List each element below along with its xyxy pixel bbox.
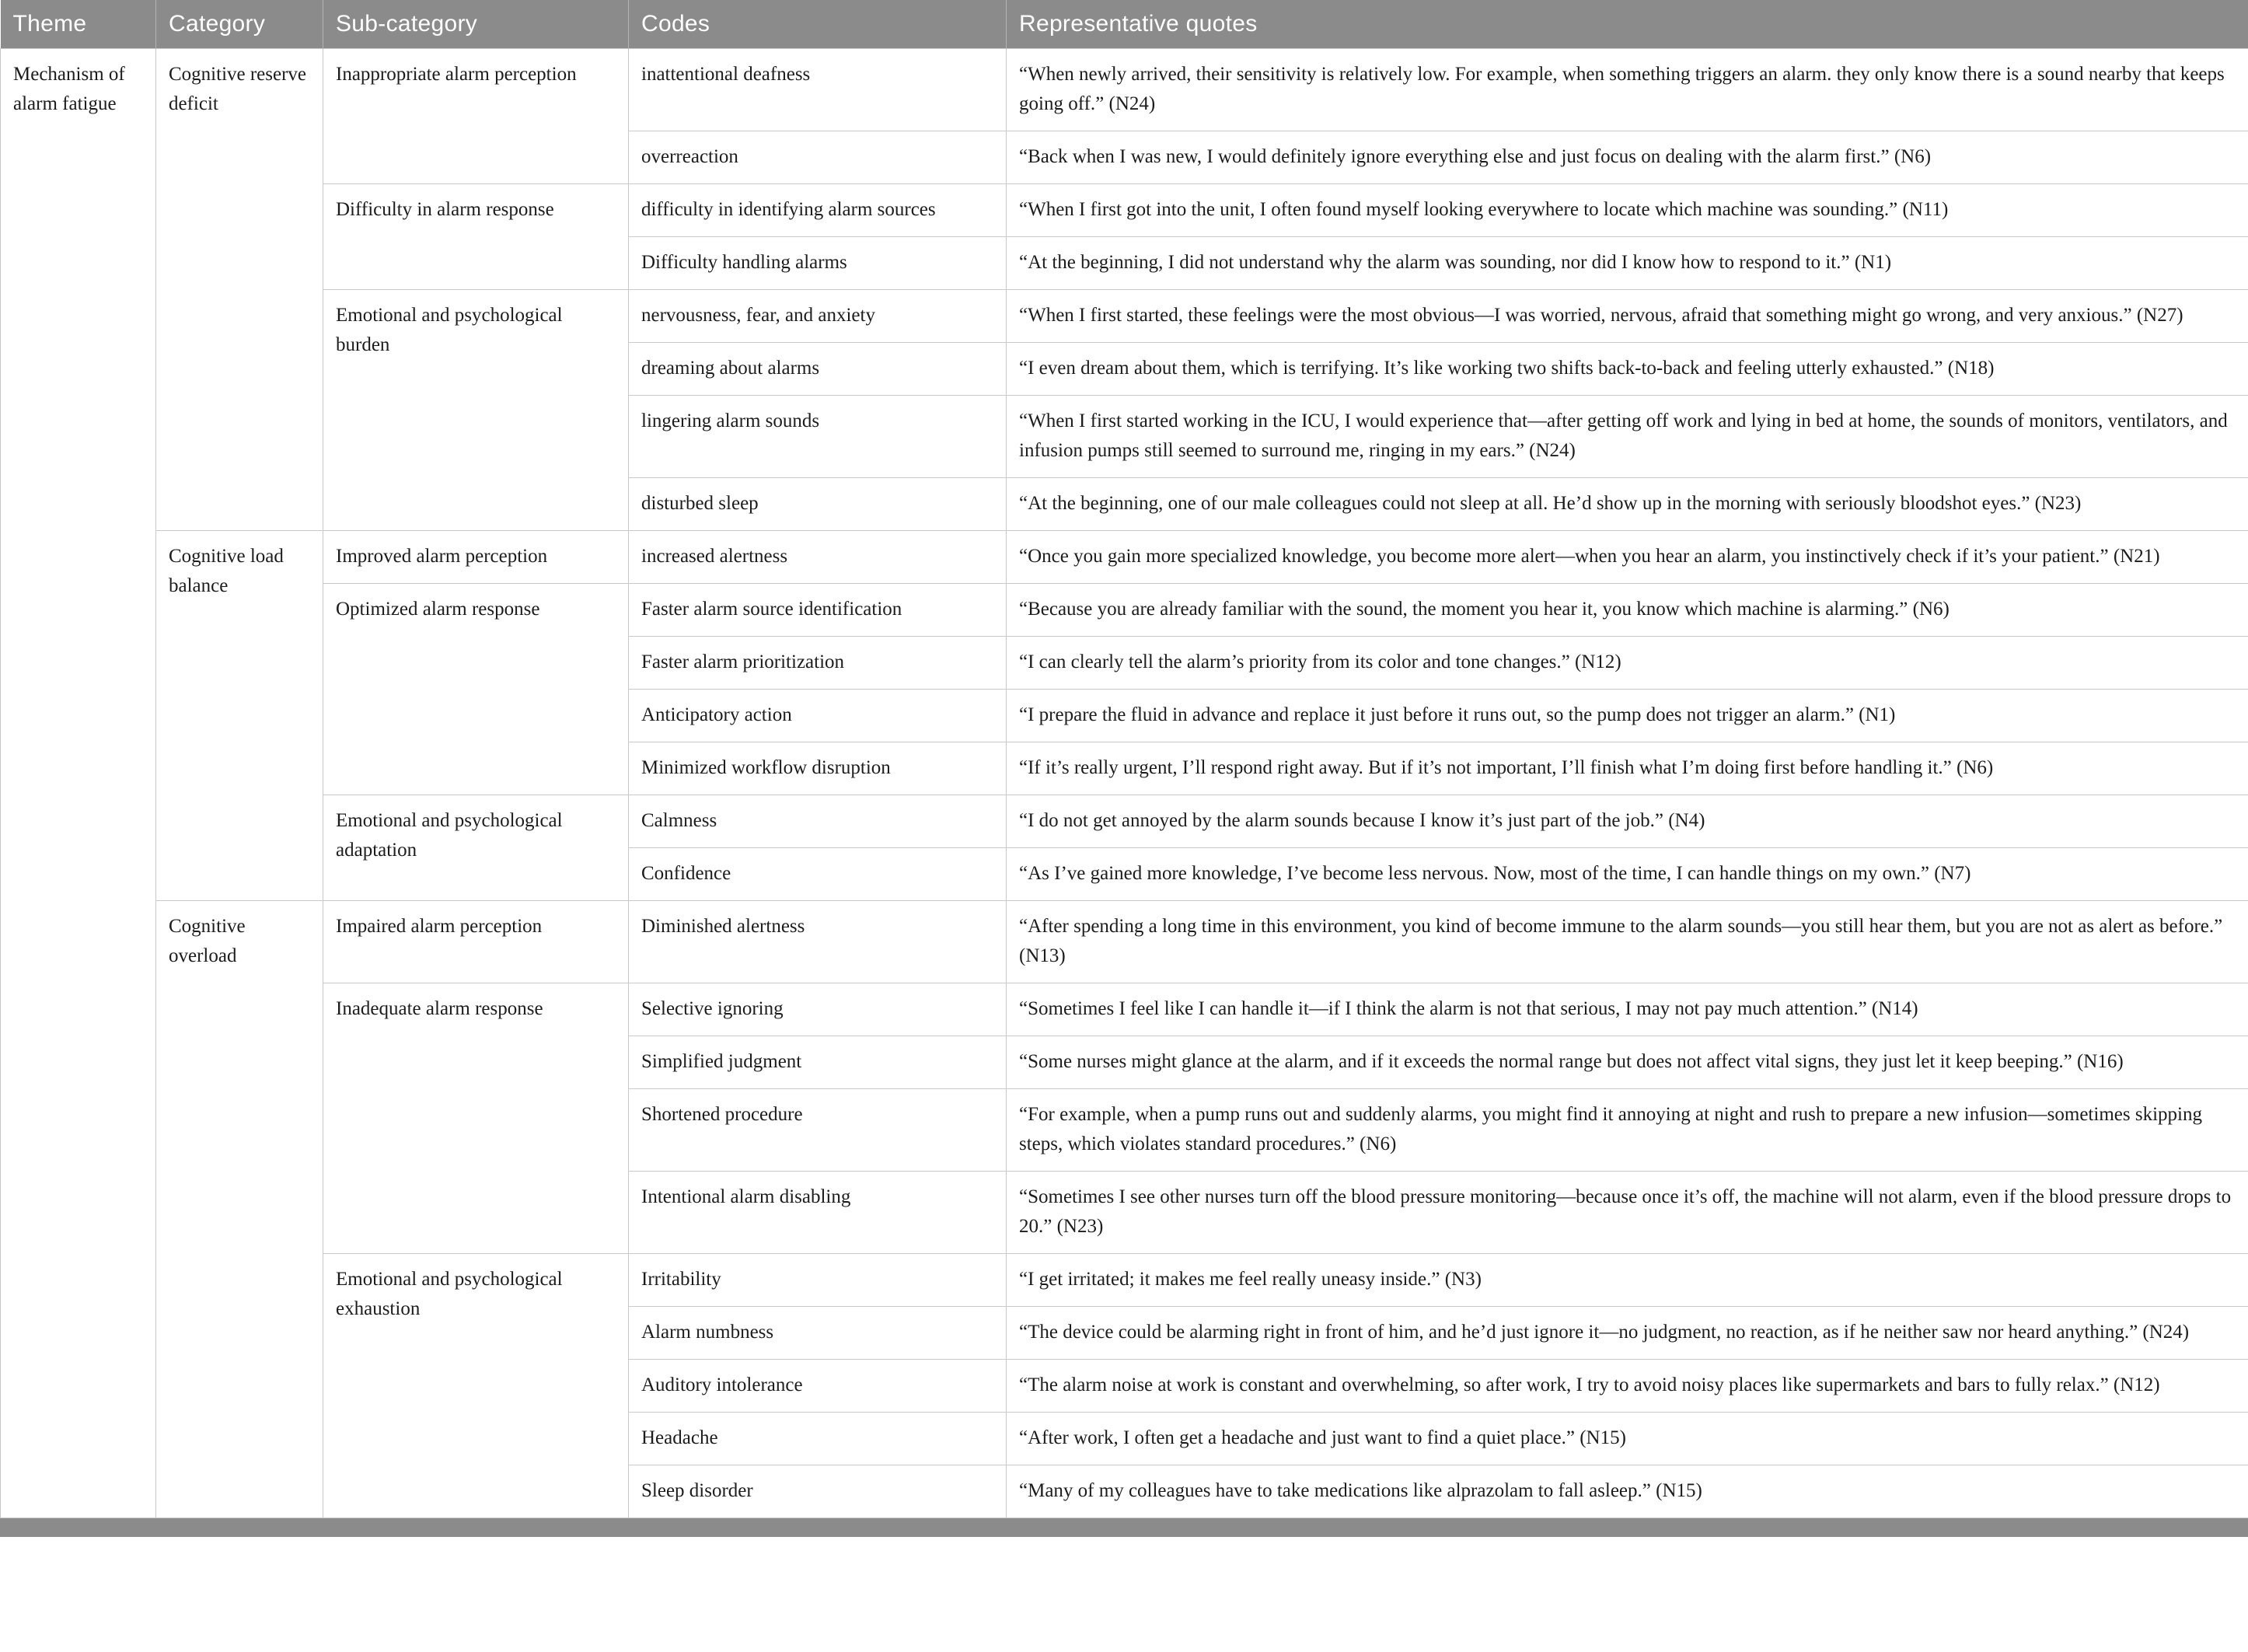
table-row (1, 901, 2248, 983)
quote-cell: “I get irritated; it makes me feel really uneasy inside.” (N3) (1007, 1254, 2248, 1307)
quote-cell: “The device could be alarming right in front of him, and he’d just ignore it—no judgment, no reaction, as if he neither saw nor heard anything.” (N24) (1007, 1307, 2248, 1360)
code-cell: Shortened procedure (629, 1089, 1007, 1172)
quote-cell: “I prepare the fluid in advance and replace it just before it runs out, so the pump does not trigger an alarm.” (N1) (1007, 690, 2248, 742)
quote-cell: “Sometimes I feel like I can handle it—if I think the alarm is not that serious, I may not pay much attention.” (N14) (1007, 983, 2248, 1036)
table-row (1, 983, 2248, 1036)
quote-cell: “After spending a long time in this environment, you kind of become immune to the alarm sounds—you still hear them, but you are not as alert as before.” (N13) (1007, 901, 2248, 983)
quote-cell: “I even dream about them, which is terrifying. It’s like working two shifts back-to-back and feeling utterly exhausted.” (N18) (1007, 343, 2248, 396)
table-row (1, 531, 2248, 584)
quote-cell: “Back when I was new, I would definitely ignore everything else and just focus on dealing with the alarm first.” (N6) (1007, 131, 2248, 184)
subcategory-cell: Difficulty in alarm response (323, 184, 629, 290)
theme-cell: Mechanism of alarm fatigue (1, 49, 156, 1518)
code-cell: Faster alarm prioritization (629, 637, 1007, 690)
quote-cell: “I can clearly tell the alarm’s priority from its color and tone changes.” (N12) (1007, 637, 2248, 690)
header-theme: Theme (1, 0, 156, 49)
quote-cell: “As I’ve gained more knowledge, I’ve become less nervous. Now, most of the time, I can handle things on my own.” (N7) (1007, 848, 2248, 901)
code-cell: Selective ignoring (629, 983, 1007, 1036)
quote-cell: “After work, I often get a headache and just want to find a quiet place.” (N15) (1007, 1413, 2248, 1465)
code-cell: Faster alarm source identification (629, 584, 1007, 637)
code-cell: overreaction (629, 131, 1007, 184)
quote-cell: “Many of my colleagues have to take medications like alprazolam to fall asleep.” (N15) (1007, 1465, 2248, 1518)
table-row (1, 1254, 2248, 1307)
category-cell: Cognitive load balance (156, 531, 323, 901)
header-category: Category (156, 0, 323, 49)
quote-cell: “When newly arrived, their sensitivity is relatively low. For example, when something triggers an alarm. they only know there is a sound nearby that keeps going off.” (N24) (1007, 49, 2248, 131)
code-cell: nervousness, fear, and anxiety (629, 290, 1007, 343)
code-cell: dreaming about alarms (629, 343, 1007, 396)
table-row (1, 184, 2248, 237)
quote-cell: “If it’s really urgent, I’ll respond right away. But if it’s not important, I’ll finish what I’m doing first before handling it.” (N6) (1007, 742, 2248, 795)
header-codes: Codes (629, 0, 1007, 49)
quote-cell: “Sometimes I see other nurses turn off the blood pressure monitoring—because once it’s off, the machine will not alarm, even if the blood pressure drops to 20.” (N23) (1007, 1172, 2248, 1254)
quote-cell: “When I first started, these feelings were the most obvious—I was worried, nervous, afraid that something might go wrong, and very anxious.” (N27) (1007, 290, 2248, 343)
subcategory-cell: Impaired alarm perception (323, 901, 629, 983)
quote-cell: “I do not get annoyed by the alarm sounds because I know it’s just part of the job.” (N4) (1007, 795, 2248, 848)
subcategory-cell: Emotional and psychological burden (323, 290, 629, 531)
quote-cell: “The alarm noise at work is constant and overwhelming, so after work, I try to avoid noisy places like supermarkets and bars to fully relax.” (N12) (1007, 1360, 2248, 1413)
quote-cell: “At the beginning, one of our male colleagues could not sleep at all. He’d show up in the morning with seriously bloodshot eyes.” (N23) (1007, 478, 2248, 531)
code-cell: Calmness (629, 795, 1007, 848)
header-representative-quotes: Representative quotes (1007, 0, 2248, 49)
subcategory-cell: Inappropriate alarm perception (323, 49, 629, 184)
quote-cell: “At the beginning, I did not understand why the alarm was sounding, nor did I know how to respond to it.” (N1) (1007, 237, 2248, 290)
code-cell: Sleep disorder (629, 1465, 1007, 1518)
category-cell: Cognitive overload (156, 901, 323, 1518)
code-cell: Headache (629, 1413, 1007, 1465)
code-cell: disturbed sleep (629, 478, 1007, 531)
quote-cell: “When I first started working in the ICU, I would experience that—after getting off work and lying in bed at home, the sounds of monitors, ventilators, and infusion pumps still seemed to surround me, ringing in my ears.” (N24) (1007, 396, 2248, 478)
subcategory-cell: Optimized alarm response (323, 584, 629, 795)
code-cell: increased alertness (629, 531, 1007, 584)
subcategory-cell: Improved alarm perception (323, 531, 629, 584)
quote-cell: “Once you gain more specialized knowledge, you become more alert—when you hear an alarm, you instinctively check if it’s your patient.” (N21) (1007, 531, 2248, 584)
header-subcategory: Sub-category (323, 0, 629, 49)
code-cell: Auditory intolerance (629, 1360, 1007, 1413)
table-header-row (1, 0, 2248, 49)
table-bottom-bar (0, 1518, 2248, 1537)
code-cell: Difficulty handling alarms (629, 237, 1007, 290)
subcategory-cell: Inadequate alarm response (323, 983, 629, 1254)
quote-cell: “For example, when a pump runs out and suddenly alarms, you might find it annoying at night and rush to prepare a new infusion—sometimes skipping steps, which violates standard procedures.” (N6) (1007, 1089, 2248, 1172)
code-cell: difficulty in identifying alarm sources (629, 184, 1007, 237)
code-cell: Minimized workflow disruption (629, 742, 1007, 795)
quote-cell: “Because you are already familiar with the sound, the moment you hear it, you know which machine is alarming.” (N6) (1007, 584, 2248, 637)
code-cell: Intentional alarm disabling (629, 1172, 1007, 1254)
quote-cell: “Some nurses might glance at the alarm, and if it exceeds the normal range but does not affect vital signs, they just let it keep beeping.” (N16) (1007, 1036, 2248, 1089)
code-cell: Anticipatory action (629, 690, 1007, 742)
table-row (1, 49, 2248, 131)
code-cell: Confidence (629, 848, 1007, 901)
category-cell: Cognitive reserve deficit (156, 49, 323, 531)
subcategory-cell: Emotional and psychological adaptation (323, 795, 629, 901)
table-row (1, 584, 2248, 637)
code-cell: Alarm numbness (629, 1307, 1007, 1360)
table-body (1, 49, 2248, 1518)
subcategory-cell: Emotional and psychological exhaustion (323, 1254, 629, 1518)
code-cell: Irritability (629, 1254, 1007, 1307)
table-row (1, 290, 2248, 343)
quote-cell: “When I first got into the unit, I often found myself looking everywhere to locate which machine was sounding.” (N11) (1007, 184, 2248, 237)
code-cell: Diminished alertness (629, 901, 1007, 983)
code-cell: Simplified judgment (629, 1036, 1007, 1089)
code-cell: inattentional deafness (629, 49, 1007, 131)
code-cell: lingering alarm sounds (629, 396, 1007, 478)
table-row (1, 795, 2248, 848)
